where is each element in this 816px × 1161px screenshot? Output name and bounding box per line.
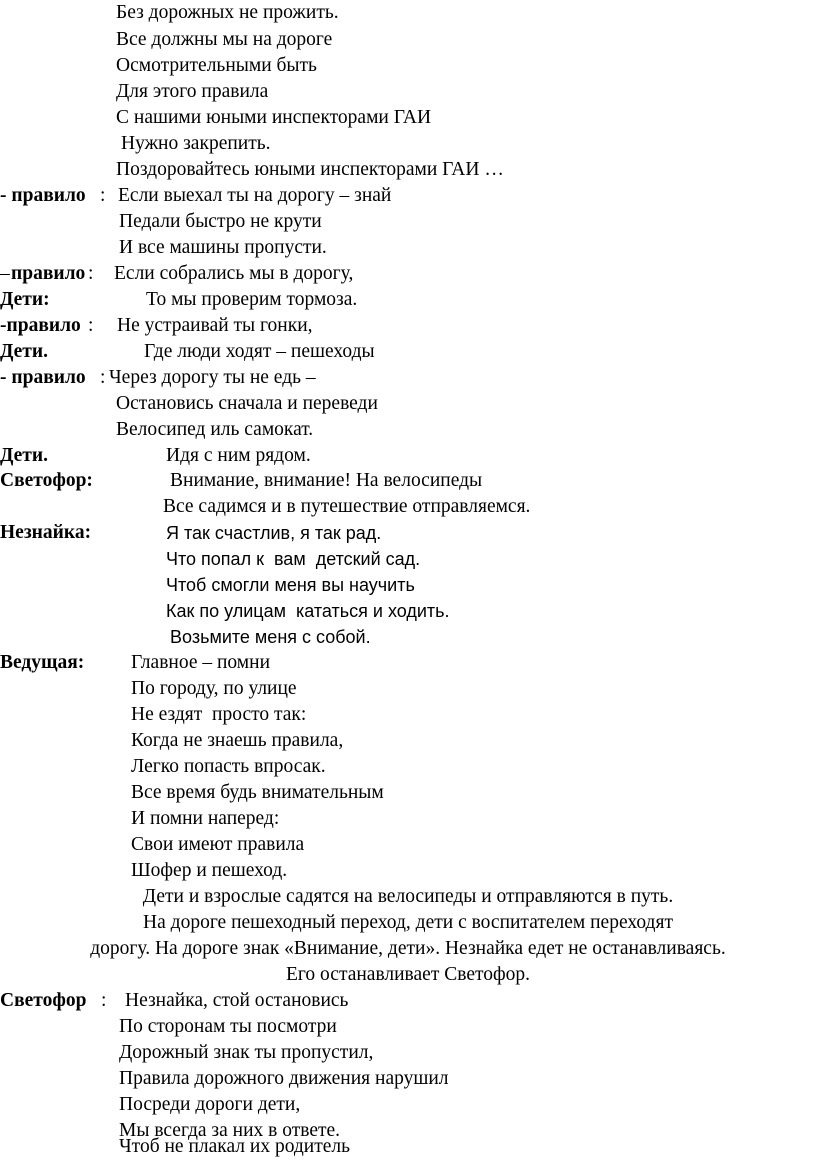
line-text: Через дорогу ты не едь – [109,367,316,388]
dialogue-line [0,313,313,339]
stage-direction: Дети и взрослые садятся на велосипеды и отправляются в путь. [142,886,674,907]
speaker-label: правило [11,263,86,284]
line-text: Дорожный знак ты пропустил, [119,1042,374,1063]
line-text: Если собрались мы в дорогу, [114,263,354,284]
speaker-label: Незнайка: [0,522,92,543]
line-text: Незнайка, стой остановись [125,990,349,1011]
dialogue-line [0,520,382,546]
line-text: Остановись сначала и переведи [116,393,378,414]
speaker-separator: : [101,990,107,1011]
speaker-separator: : [88,315,94,336]
speaker-label: - правило [0,367,86,388]
line-text: Если выехал ты на дорогу – знай [118,185,392,206]
speaker-label: Дети: [0,289,50,310]
dialogue-line [0,468,483,494]
line-text: Свои имеют правила [131,834,305,855]
line-text: Мы всегда за них в ответе. [119,1120,341,1141]
stage-direction: Его останавливает Светофор. [286,964,530,985]
line-text: Когда не знаешь правила, [131,730,344,751]
speaker-separator: : [100,367,106,388]
dialogue-line [0,183,392,209]
speaker-separator: : [100,185,106,206]
line-text: Шофер и пешеход. [131,860,288,881]
speaker-label: Светофор: [0,470,93,491]
line-text: Посреди дороги дети, [119,1094,301,1115]
stage-direction: На дороге пешеходный переход, дети с воспитателем переходят [143,912,673,933]
line-text: Поздоровайтесь юными инспекторами ГАИ … [116,159,504,180]
speaker-label: -правило [0,315,81,336]
line-text: Как по улицам кататься и ходить. [166,601,450,621]
line-text: Педали быстро не крути [119,211,322,232]
line-text: Без дорожных не прожить. [116,2,339,23]
line-text: Чтоб смогли меня вы научить [166,575,415,595]
speaker-label: Ведущая: [0,652,85,673]
speaker-label: - правило [0,185,86,206]
line-text: По сторонам ты посмотри [119,1016,337,1037]
line-text: Я так счастлив, я так рад. [166,523,382,543]
dialogue-line [0,988,349,1014]
stage-direction: дорогу. На дороге знак «Внимание, дети». Незнайка едет не останавливаясь. [90,938,726,959]
speaker-label: Дети. [0,445,48,466]
line-text: Все время будь внимательным [131,782,384,803]
line-text: По городу, по улице [131,678,297,699]
speaker-separator: : [88,263,94,284]
line-text: Главное – помни [131,652,271,673]
dialogue-line [0,261,354,287]
line-text: С нашими юными инспекторами ГАИ [116,107,432,128]
speaker-label: Дети. [0,341,48,362]
line-text: Не устраивай ты гонки, [117,315,313,336]
dialogue-line [0,287,358,313]
line-text: Чтоб не плакал их родитель [119,1136,351,1157]
line-text: Осмотрительными быть [116,55,317,76]
line-text: Не ездят просто так: [131,704,307,725]
dialogue-line [0,650,271,676]
line-text: Нужно закрепить. [121,133,271,154]
line-text: Где люди ходят – пешеходы [144,341,375,362]
dialogue-line [0,443,311,469]
line-text: Внимание, внимание! На велосипеды [170,470,483,491]
speaker-prefix: – [0,263,10,284]
line-text: Велосипед иль самокат. [116,419,314,440]
line-text: И все машины пропусти. [119,237,327,258]
line-text: Все садимся и в путешествие отправляемся. [163,496,531,517]
line-text: Правила дорожного движения нарушил [119,1068,449,1089]
line-text: Для этого правила [116,81,269,102]
line-text: Возьмите меня с собой. [170,627,371,647]
speaker-label: Светофор [0,990,87,1011]
line-text: И помни наперед: [131,808,280,829]
line-text: Все должны мы на дороге [116,29,333,50]
dialogue-line [0,339,375,365]
dialogue-line [0,365,316,391]
line-text: Легко попасть впросак. [131,756,326,777]
line-text: То мы проверим тормоза. [146,289,358,310]
line-text: Идя с ним рядом. [166,445,311,466]
line-text: Что попал к вам детский сад. [166,549,421,569]
